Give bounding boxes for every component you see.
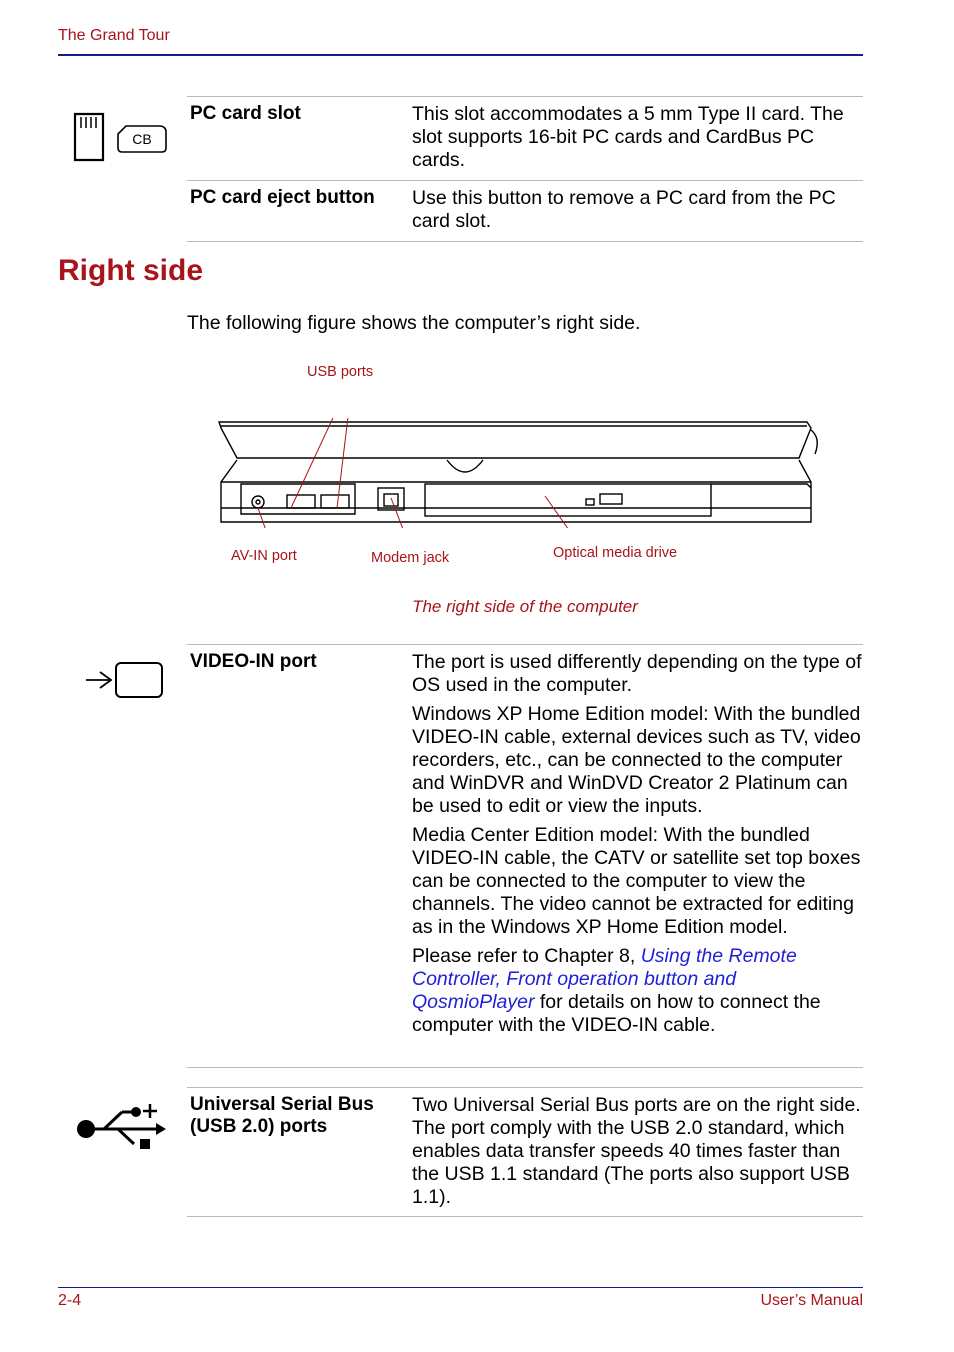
usb-icon [74,1100,166,1156]
table-rule [187,180,863,181]
video-in-para: Windows XP Home Edition model: With the bundled VIDEO-IN cable, external devices such as TV, video recorders, etc., can be connected to the computer and WinDVR and WinDVD Creator 2 Platinum can be used to edit or view the inputs. [412,703,861,817]
table-rule [187,644,863,645]
optical-drive-callout: Optical media drive [553,545,678,561]
usb-desc: Two Universal Serial Bus ports are on the right side. The port comply with the USB 2.0 standard, which enables data transfer speeds 40 times faster than the USB 1.1 standard (The ports also support USB 1.1). [412,1094,861,1208]
table-rule [187,1216,863,1217]
video-in-term: VIDEO-IN port [190,651,317,672]
table-rule [187,1087,863,1088]
ref-prefix: Please refer to Chapter 8, [412,945,641,967]
pc-card-icon-label: CB [132,131,152,147]
running-header: The Grand Tour [58,27,170,44]
pc-card-eject-term: PC card eject button [190,187,375,208]
right-side-figure [215,418,825,528]
table-rule [187,1067,863,1068]
figure-caption: The right side of the computer [412,597,638,616]
usb-term-line: (USB 2.0) ports [190,1116,328,1137]
usb-term [190,1094,374,1138]
video-in-desc [412,651,862,1043]
video-in-para: The port is used differently depending on the type of OS used in the computer. [412,651,862,696]
footer-rule [58,1287,863,1288]
ref-suffix: for details on how to connect the computer with the VIDEO-IN cable. [412,991,821,1036]
section-title: Right side [58,254,204,287]
chapter-8-link[interactable]: Using the Remote Controller, Front operation button and QosmioPlayer [412,945,797,1013]
av-callout-line [258,508,273,528]
usb-ports-callout: USB ports [307,364,374,380]
video-in-para [412,945,862,1037]
manual-title: User’s Manual [760,1292,863,1309]
pc-card-slot-term: PC card slot [190,103,301,124]
page-number: 2-4 [58,1292,82,1309]
modem-jack-callout: Modem jack [371,550,450,566]
header-rule [58,54,863,56]
av-in-callout: AV-IN port [231,548,297,564]
intro-text: The following figure shows the computer’s right side. [187,312,641,334]
video-in-icon [84,660,166,700]
video-in-para: Media Center Edition model: With the bundled VIDEO-IN cable, the CATV or satellite set top boxes can be connected to the computer to view the channels. The video cannot be extracted for editing as in the Windows XP Home Edition model. [412,824,861,938]
modem-callout-line [391,498,411,528]
pc-card-slot-desc: This slot accommodates a 5 mm Type II card. The slot supports 16-bit PC cards and CardBus PC cards. [412,103,844,171]
usb-term-line: Universal Serial Bus [190,1094,374,1115]
pc-card-icon [72,110,172,166]
table-rule [187,241,863,242]
pc-card-eject-desc: Use this button to remove a PC card from the PC card slot. [412,187,836,232]
table-rule [187,96,863,97]
optical-callout-line [545,496,583,528]
